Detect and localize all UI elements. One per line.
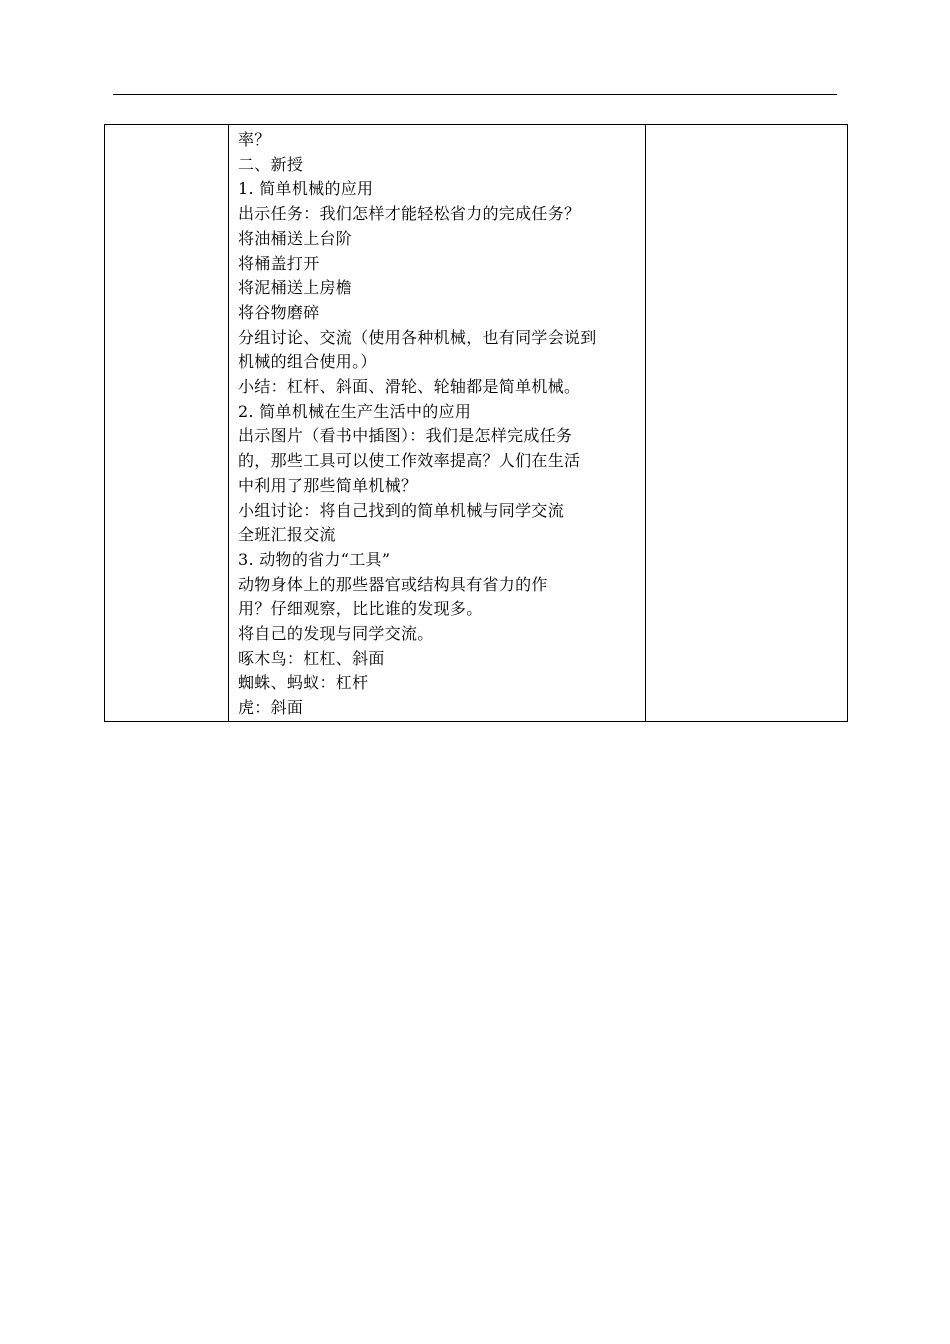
lesson-table: [104, 124, 848, 722]
right-cell: [646, 125, 848, 722]
content-line: 将油桶送上台阶: [238, 228, 353, 248]
left-cell: [105, 125, 229, 722]
content-line: 机械的组合使用。）: [238, 352, 377, 372]
content-line: 小组讨论：将自己找到的简单机械与同学交流: [238, 500, 565, 520]
content-line: 出示任务：我们怎样才能轻松省力的完成任务？: [238, 204, 581, 224]
content-line: 全班汇报交流: [238, 525, 336, 545]
content-cell: [229, 125, 646, 722]
table-row: [105, 125, 848, 722]
content-line: 将谷物磨碎: [238, 302, 320, 322]
content-line: 二、新授: [238, 154, 304, 174]
content-line: 动物身体上的那些器官或结构具有省力的作: [238, 574, 548, 594]
content-line: 的，那些工具可以使工作效率提高？人们在生活: [238, 451, 581, 471]
content-line: 1. 简单机械的应用: [238, 179, 374, 199]
content-line: 将泥桶送上房檐: [238, 278, 353, 298]
lesson-content: [229, 125, 645, 721]
content-line: 将自己的发现与同学交流。: [238, 624, 434, 644]
content-line: 虎：斜面: [238, 698, 304, 718]
content-line: 啄木鸟：杠杠、斜面: [238, 648, 385, 668]
content-line: 蜘蛛、蚂蚁：杠杆: [238, 673, 369, 693]
header-rule: [113, 94, 837, 95]
content-line: 率？: [238, 130, 271, 149]
content-line: 小结：杠杆、斜面、滑轮、轮轴都是简单机械。: [238, 377, 581, 397]
content-line: 出示图片（看书中插图）：我们是怎样完成任务: [238, 426, 573, 446]
content-line: 3. 动物的省力“工具”: [238, 549, 391, 569]
content-line: 将桶盖打开: [238, 253, 320, 273]
content-line: 2. 简单机械在生产生活中的应用: [238, 401, 472, 421]
content-line: 中利用了那些简单机械？: [238, 475, 418, 495]
content-line: 用？仔细观察，比比谁的发现多。: [238, 599, 483, 619]
content-line: 分组讨论、交流（使用各种机械，也有同学会说到: [238, 327, 597, 347]
